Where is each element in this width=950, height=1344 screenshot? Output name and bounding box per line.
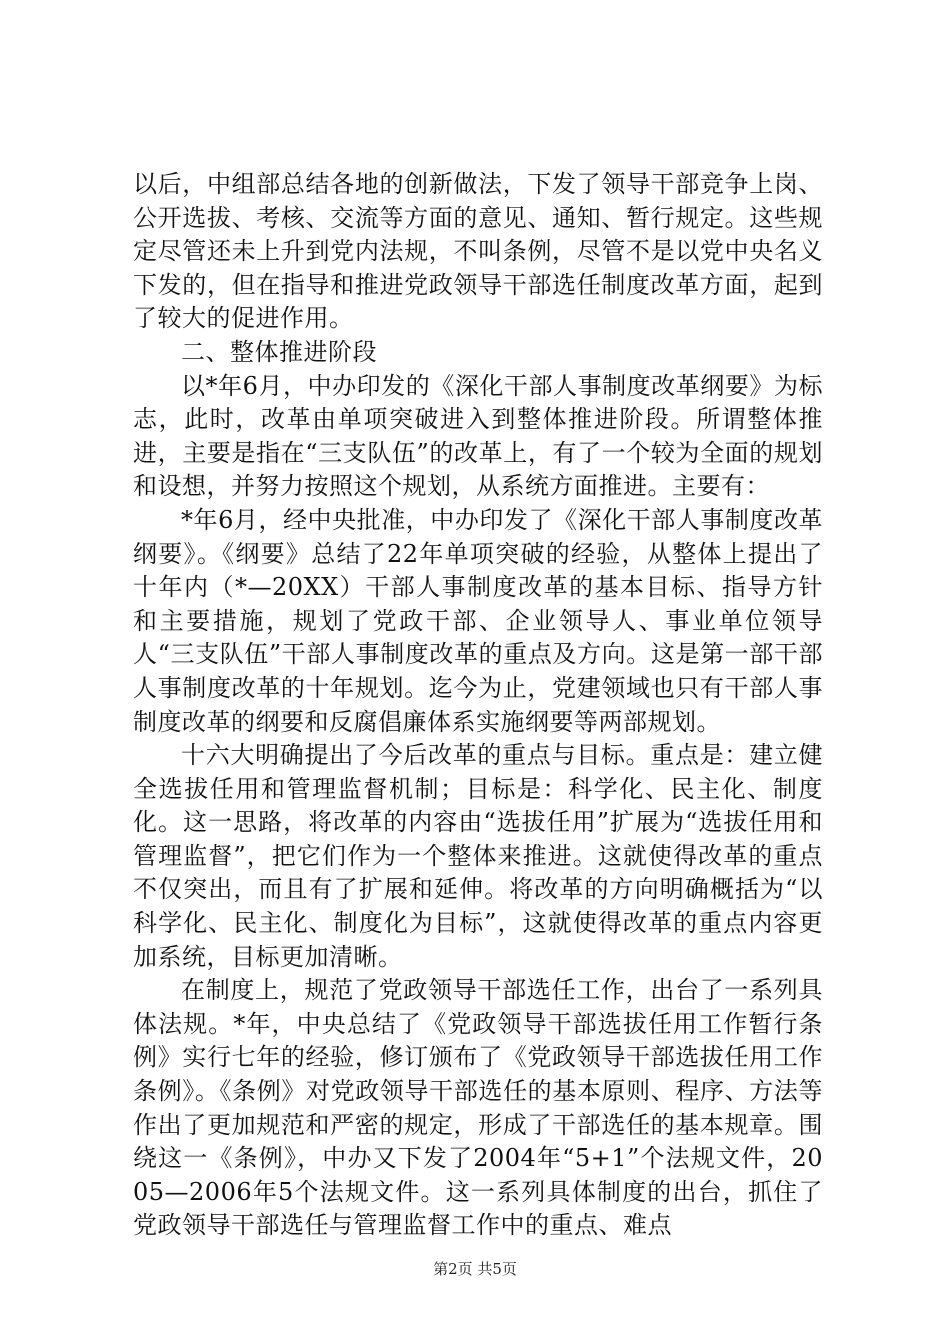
paragraph-continuation: 以后，中组部总结各地的创新做法，下发了领导干部竞争上岗、公开选拔、考核、交流等方面的意见、通知、暂行规定。这些规定尽管还未上升到党内法规，不叫条例，尽管不是以党中央名义下发的，但在指导和推进党政领导干部选任制度改革方面，起到了较大的促进作用。 <box>133 170 823 333</box>
document-body <box>133 168 823 1243</box>
page-number-footer: 第2页 共5页 <box>433 1260 517 1278</box>
paragraph: 十六大明确提出了今后改革的重点与目标。重点是：建立健全选拔任用和管理监督机制；目标是：科学化、民主化、制度化。这一思路，将改革的内容由“选拔任用”扩展为“选拔任用和管理监督”，把它们作为一个整体来推进。这就使得改革的重点不仅突出，而且有了扩展和延伸。将改革的方向明确概括为“以科学化、民主化、制度化为目标”，这就使得改革的重点内容更加系统，目标更加清晰。 <box>133 741 823 971</box>
paragraph: 以*年6月，中办印发的《深化干部人事制度改革纲要》为标志，此时，改革由单项突破进入到整体推进阶段。所谓整体推进，主要是指在“三支队伍”的改革上，有了一个较为全面的规划和设想，并努力按照这个规划，从系统方面推进。主要有： <box>133 371 823 501</box>
section-heading: 二、整体推进阶段 <box>181 337 377 366</box>
paragraph: *年6月，经中央批准，中办印发了《深化干部人事制度改革纲要》。《纲要》总结了22年单项突破的经验，从整体上提出了十年内（*—20XX）干部人事制度改革的基本目标、指导方针和主要措施，规划了党政干部、企业领导人、事业单位领导人“三支队伍”干部人事制度改革的重点及方向。这是第一部干部人事制度改革的十年规划。迄今为止，党建领域也只有干部人事制度改革的纲要和反腐倡廉体系实施纲要等两部规划。 <box>133 505 823 736</box>
paragraph: 在制度上，规范了党政领导干部选任工作，出台了一系列具体法规。*年，中央总结了《党政领导干部选拔任用工作暂行条例》实行七年的经验，修订颁布了《党政领导干部选拔任用工作条例》。《条例》对党政领导干部选任的基本原则、程序、方法等作出了更加规范和严密的规定，形成了干部选任的基本规章。围绕这一《条例》，中办又下发了2004年“5+1”个法规文件，2005—2006年5个法规文件。这一系列具体制度的出台，抓住了党政领导干部选任与管理监督工作中的重点、难点 <box>133 976 823 1240</box>
